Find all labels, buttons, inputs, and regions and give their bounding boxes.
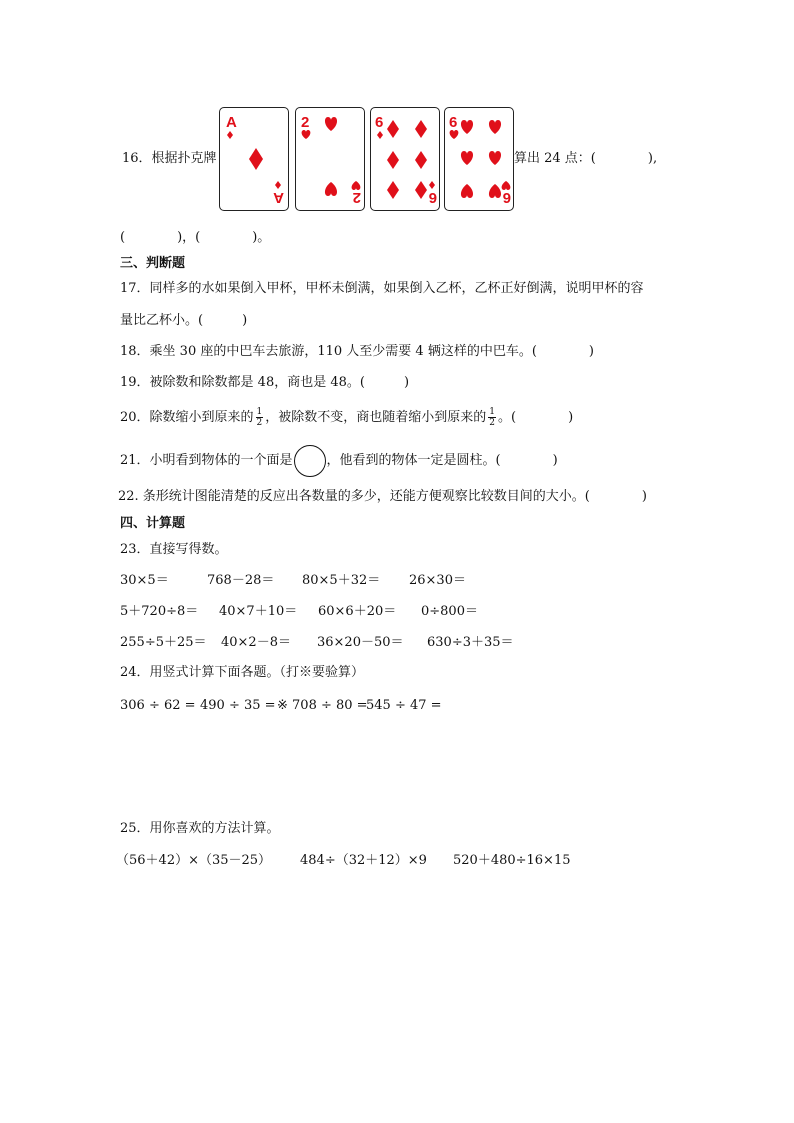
heart-icon (461, 151, 473, 165)
heart-icon (489, 120, 501, 134)
playing-card-six-diamond (370, 107, 440, 211)
diamond-icon (415, 181, 427, 199)
oral-calc-item: 36×20－50＝ (317, 635, 404, 650)
q17-line2: 量比乙杯小。( ) (120, 313, 248, 328)
diamond-icon (387, 151, 399, 169)
q18-text: 18．乘坐 30 座的中巴车去旅游，110 人至少需要 4 辆这样的中巴车。( ) (120, 344, 594, 359)
heart-icon (325, 182, 337, 196)
heart-icon (352, 181, 361, 190)
heart-icon (302, 130, 311, 139)
mixed-calc-item: 520＋480÷16×15 (453, 853, 571, 868)
oral-calc-item: 40×7＋10＝ (219, 604, 298, 619)
card-rank-bottom: 2 (352, 189, 361, 206)
heart-icon (461, 120, 473, 134)
diamond-icon (387, 120, 399, 138)
card-rank-top: 6 (449, 114, 458, 131)
card-rank-top: 6 (375, 114, 384, 131)
oral-calc-item: 80×5＋32＝ (302, 573, 381, 588)
q21-part1: 21．小明看到物体的一个面是 (120, 453, 293, 468)
fraction-denominator: 2 (256, 418, 263, 428)
q16-prefix: 16．根据扑克牌 (122, 151, 217, 166)
heart-icon (450, 130, 459, 139)
oral-calc-item: 26×30＝ (409, 573, 466, 588)
card-rank-bottom: A (273, 189, 284, 206)
q20-part2: ，被除数不变，商也随着缩小到原来的 (265, 410, 487, 425)
diamond-icon (227, 131, 233, 139)
circle-shape-icon (294, 445, 326, 477)
q20-text (120, 404, 573, 432)
card-face (296, 108, 366, 212)
oral-calc-item: 5＋720÷8＝ (120, 604, 199, 619)
oral-calc-item: 60×6＋20＝ (318, 604, 397, 619)
heart-icon (489, 151, 501, 165)
diamond-icon (275, 181, 281, 189)
vertical-calc-item: ※ 708 ÷ 80 = (277, 698, 368, 713)
diamond-icon (415, 120, 427, 138)
card-rank-bottom: 6 (428, 189, 437, 206)
playing-card-ace-diamond (219, 107, 289, 211)
q23-title: 23．直接写得数。 (120, 542, 228, 557)
q22-text: 22. 条形统计图能清楚的反应出各数量的多少，还能方便观察比较数目间的大小。( ) (118, 489, 647, 504)
heart-icon (502, 181, 511, 190)
fraction-denominator: 2 (489, 418, 496, 428)
vertical-calc-item: 490 ÷ 35 = (200, 698, 276, 713)
q20-part1: 20．除数缩小到原来的 (120, 410, 254, 425)
section-title-calculation: 四、计算题 (120, 516, 186, 531)
mixed-calc-item: （56＋42）×（35－25） (116, 853, 272, 868)
q19-text: 19．被除数和除数都是 48，商也是 48。( ) (120, 375, 410, 390)
heart-icon (325, 117, 337, 131)
oral-calc-item: 40×2－8＝ (221, 635, 291, 650)
card-rank-bottom: 6 (502, 189, 511, 206)
oral-calc-item: 255÷5＋25＝ (120, 635, 207, 650)
oral-calc-item: 30×5＝ (120, 573, 169, 588)
card-rank-top: A (226, 114, 237, 131)
card-face (445, 108, 515, 212)
card-rank-top: 2 (301, 114, 310, 131)
diamond-icon (377, 131, 383, 139)
diamond-icon (415, 151, 427, 169)
heart-icon (461, 184, 473, 198)
vertical-calc-item: 306 ÷ 62 = (120, 698, 196, 713)
q16-suffix: 算出 24 点：( ), (514, 151, 658, 166)
q21-part2: ，他看到的物体一定是圆柱。( ) (326, 453, 558, 468)
diamond-icon (387, 181, 399, 199)
fraction-one-half (488, 407, 496, 428)
oral-calc-item: 0÷800＝ (421, 604, 478, 619)
heart-icon (489, 184, 501, 198)
diamond-icon (429, 181, 435, 189)
mixed-calc-item: 484÷（32＋12）×9 (300, 853, 427, 868)
card-face (220, 108, 290, 212)
diamond-icon (249, 148, 263, 170)
playing-card-two-heart (295, 107, 365, 211)
card-face (371, 108, 441, 212)
fraction-one-half (256, 407, 264, 428)
q21-text (120, 444, 558, 478)
q17-line1: 17．同样多的水如果倒入甲杯，甲杯未倒满，如果倒入乙杯，乙杯正好倒满，说明甲杯的容 (120, 281, 644, 296)
fraction-numerator: 1 (489, 407, 496, 417)
vertical-calc-item: 545 ÷ 47 = (366, 698, 442, 713)
q24-title: 24．用竖式计算下面各题。（打※要验算） (120, 665, 365, 680)
q25-title: 25．用你喜欢的方法计算。 (120, 821, 280, 836)
q16-answer-line: ( )，( )。 (120, 230, 271, 245)
q20-part3: 。( ) (498, 410, 574, 425)
playing-card-six-heart (444, 107, 514, 211)
section-title-judgement: 三、判断题 (120, 256, 186, 271)
oral-calc-item: 768－28＝ (207, 573, 275, 588)
oral-calc-item: 630÷3＋35＝ (427, 635, 514, 650)
fraction-numerator: 1 (256, 407, 263, 417)
